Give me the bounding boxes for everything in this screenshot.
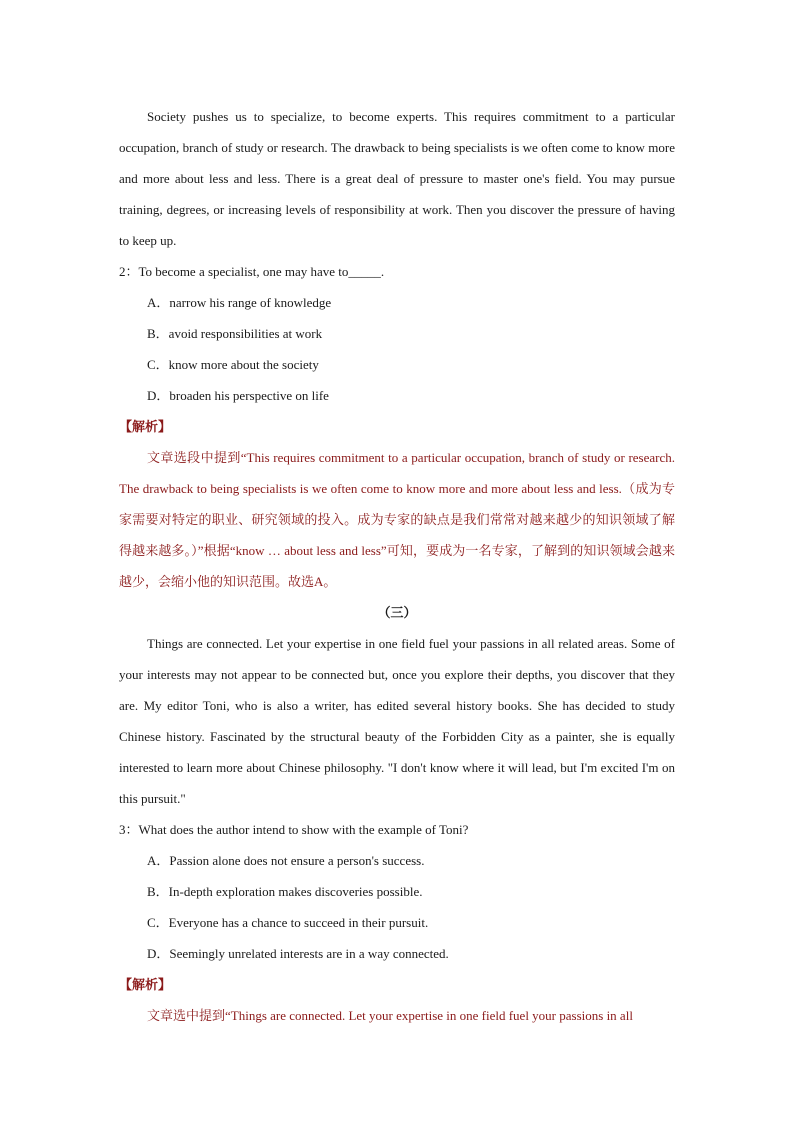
question-3-option-a: A．Passion alone does not ensure a person's success. [147,853,425,868]
question-3-analysis-label: 【解析】 [119,977,172,992]
question-2-stem: 2：To become a specialist, one may have to_____. [119,264,385,279]
question-3-option-b: B．In-depth exploration makes discoveries possible. [147,884,423,899]
question-2-option-d: D．broaden his perspective on life [147,388,329,403]
question-3-option-c: C．Everyone has a chance to succeed in their pursuit. [147,915,429,930]
question-3-option-d: D．Seemingly unrelated interests are in a way connected. [147,946,449,961]
passage-3: Things are connected. Let your expertise in one field fuel your passions in all related areas. Some of your interests may not appear to be connected but, once you explore their depths, you discover that they are. My editor Toni, who is also a writer, has edited several history books. She has decided to study Chinese history. Fascinated by the structural beauty of the Forbidden City as a painter, she is equally interested to learn more about Chinese philosophy. "I don't know where it will lead, but I'm excited I'm on this pursuit." [119,636,675,806]
question-2-option-b: B．avoid responsibilities at work [147,326,323,341]
question-2-analysis: 文章选段中提到“This requires commitment to a particular occupation, branch of study or research. The drawback to being specialists is we often come to know more and more about less and less.（成为专家需要对特定的职业、研究领域的投入。成为专家的缺点是我们常常对越来越少的知识领域了解得越来越多。）”根据“know … about less and less”可知，要成为一名专家，了解到的知识领域会越来越少，会缩小他的知识范围。故选A。 [119,450,675,589]
question-2-option-a: A．narrow his range of knowledge [147,295,332,310]
section-3-title: （三） [377,605,417,620]
question-2-option-c: C．know more about the society [147,357,319,372]
question-3-stem: 3：What does the author intend to show with the example of Toni? [119,822,469,837]
passage-2: Society pushes us to specialize, to become experts. This requires commitment to a particular occupation, branch of study or research. The drawback to being specialists is we often come to know more and more about less and less. There is a great deal of pressure to master one's field. You may pursue training, degrees, or increasing levels of responsibility at work. Then you discover the pressure of having to keep up. [119,109,675,248]
question-3-analysis: 文章选中提到“Things are connected. Let your expertise in one field fuel your passions in all [147,1008,633,1023]
question-2-analysis-label: 【解析】 [119,419,172,434]
